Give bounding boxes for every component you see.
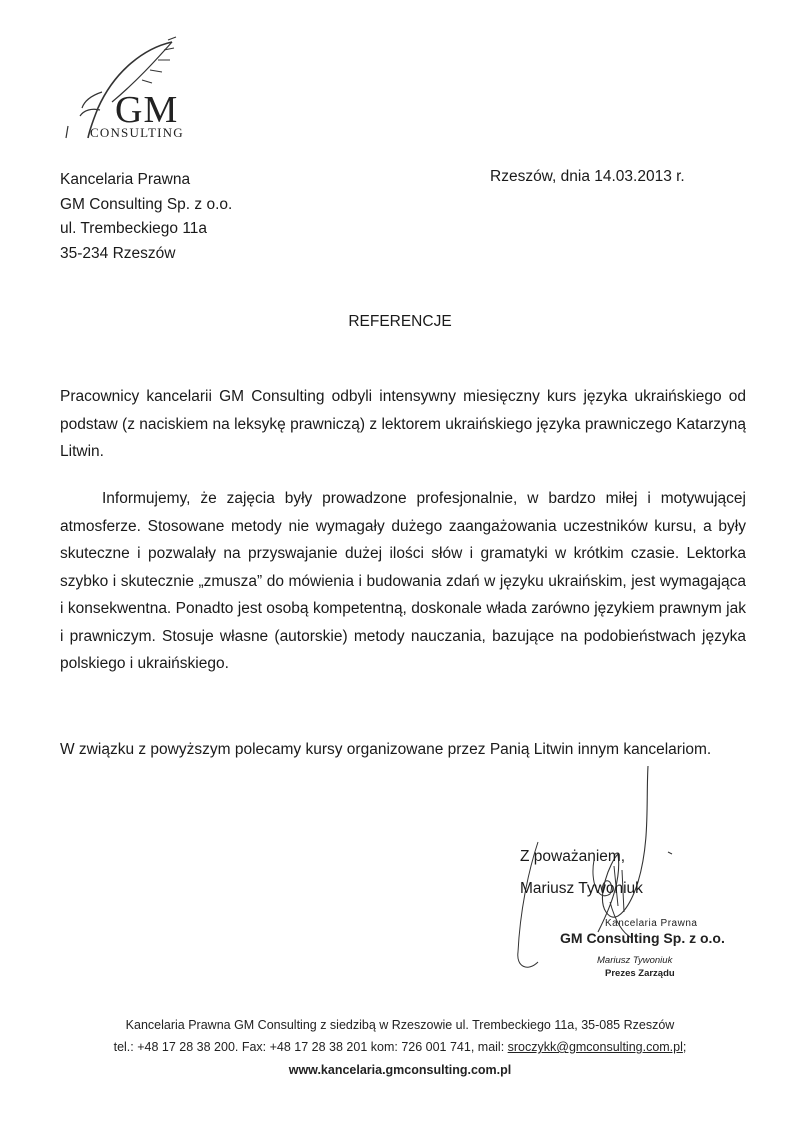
footer-contact-text: tel.: +48 17 28 38 200. Fax: +48 17 28 38 201 kom: 726 001 741, mail: <box>113 1040 508 1054</box>
paragraph-3: W związku z powyższym polecamy kursy organizowane przez Panią Litwin innym kancelariom. <box>60 741 712 758</box>
stamp-line-4: Prezes Zarządu <box>605 968 675 979</box>
handwritten-signature <box>498 762 698 982</box>
footer-contact <box>0 1040 800 1054</box>
website-link[interactable]: www.kancelaria.gmconsulting.com.pl <box>288 1063 512 1077</box>
paragraph-2: Informujemy, że zajęcia były prowadzone profesjonalnie, w bardzo miłej i motywującej atmosferze. Stosowane metody nie wymagały dużego zaangażowania uczestników kursu, a były skuteczne i pozwalały na przyswajanie dużej ilości słów i gramatyki w krótkim czasie. Lektorka szybko i skutecznie „zmusza” do mówienia i budowania zdań w języku ukraińskim, jest wymagająca i konsekwentna. Ponadto jest osobą kompetentną, doskonale włada zarówno językiem prawnym jak i prawniczym. Stosuje własne (autorskie) metody nauczania, bazujące na podobieństwach języka polskiego i ukraińskiego. <box>60 490 746 672</box>
sender-line-1: Kancelaria Prawna <box>60 171 191 188</box>
sender-line-4: 35-234 Rzeszów <box>60 244 176 262</box>
signer-name: Mariusz Tywoniuk <box>520 880 643 897</box>
stamp-line-2: GM Consulting Sp. z o.o. <box>560 930 725 946</box>
sender-line-2: GM Consulting Sp. z o.o. <box>60 195 233 213</box>
document-title: REFERENCJE <box>348 313 452 330</box>
closing-salutation: Z poważaniem, <box>520 848 626 865</box>
sender-line-3: ul. Trembeckiego 11a <box>60 220 208 237</box>
paragraph-1: Pracownicy kancelarii GM Consulting odbyli intensywny miesięczny kurs języka ukraińskiego od podstaw (z naciskiem na leksykę prawniczą) z lektorem ukraińskiego języka prawniczego Katarzyną Litwin. <box>60 388 746 460</box>
footer-address: Kancelaria Prawna GM Consulting z siedzibą w Rzeszowie ul. Trembeckiego 11a, 35-085 Rzeszów <box>125 1018 675 1032</box>
logo-brand: GM <box>115 89 179 131</box>
sender-address <box>60 168 232 266</box>
logo-subtitle: CONSULTING <box>90 125 184 140</box>
email-link[interactable]: sroczykk@gmconsulting.com.pl <box>507 1040 683 1054</box>
stamp-line-1: Kancelaria Prawna <box>605 918 698 929</box>
place-date: Rzeszów, dnia 14.03.2013 r. <box>490 168 685 185</box>
footer-contact-suffix: ; <box>682 1040 687 1054</box>
stamp-line-3: Mariusz Tywoniuk <box>597 955 673 966</box>
